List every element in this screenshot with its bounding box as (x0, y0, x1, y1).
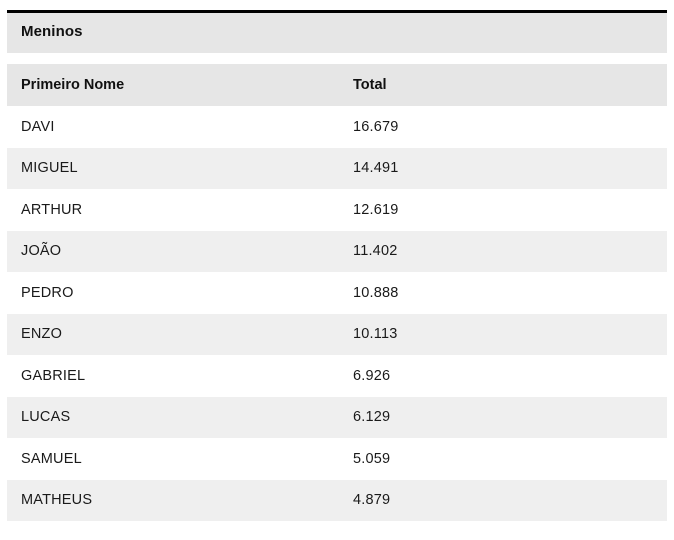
column-header-primeiro-nome: Primeiro Nome (7, 64, 339, 106)
table-header-row (7, 64, 667, 106)
cell-total: 5.059 (339, 438, 667, 480)
table-row (7, 397, 667, 439)
cell-total: 10.888 (339, 272, 667, 314)
table-row (7, 189, 667, 231)
table-row (7, 106, 667, 148)
top-divider (7, 10, 667, 13)
cell-name: ENZO (7, 314, 339, 356)
cell-name: LUCAS (7, 397, 339, 439)
table-row (7, 480, 667, 522)
table-row (7, 314, 667, 356)
table-row (7, 438, 667, 480)
cell-total: 6.129 (339, 397, 667, 439)
cell-total: 16.679 (339, 106, 667, 148)
table-row (7, 231, 667, 273)
cell-name: DAVI (7, 106, 339, 148)
cell-name: SAMUEL (7, 438, 339, 480)
table-spacer-row (7, 53, 667, 64)
table-title-row (7, 10, 667, 53)
table-spacer-cell (7, 53, 667, 64)
cell-total: 11.402 (339, 231, 667, 273)
cell-total: 12.619 (339, 189, 667, 231)
cell-name: JOÃO (7, 231, 339, 273)
names-table (7, 10, 667, 521)
cell-name: PEDRO (7, 272, 339, 314)
cell-total: 14.491 (339, 148, 667, 190)
table-title: Meninos (7, 10, 667, 53)
cell-total: 4.879 (339, 480, 667, 522)
table-row (7, 355, 667, 397)
table-row (7, 272, 667, 314)
cell-name: ARTHUR (7, 189, 339, 231)
cell-total: 6.926 (339, 355, 667, 397)
cell-total: 10.113 (339, 314, 667, 356)
table-row (7, 148, 667, 190)
cell-name: GABRIEL (7, 355, 339, 397)
cell-name: MATHEUS (7, 480, 339, 522)
page-container (0, 10, 674, 540)
column-header-total: Total (339, 64, 667, 106)
cell-name: MIGUEL (7, 148, 339, 190)
